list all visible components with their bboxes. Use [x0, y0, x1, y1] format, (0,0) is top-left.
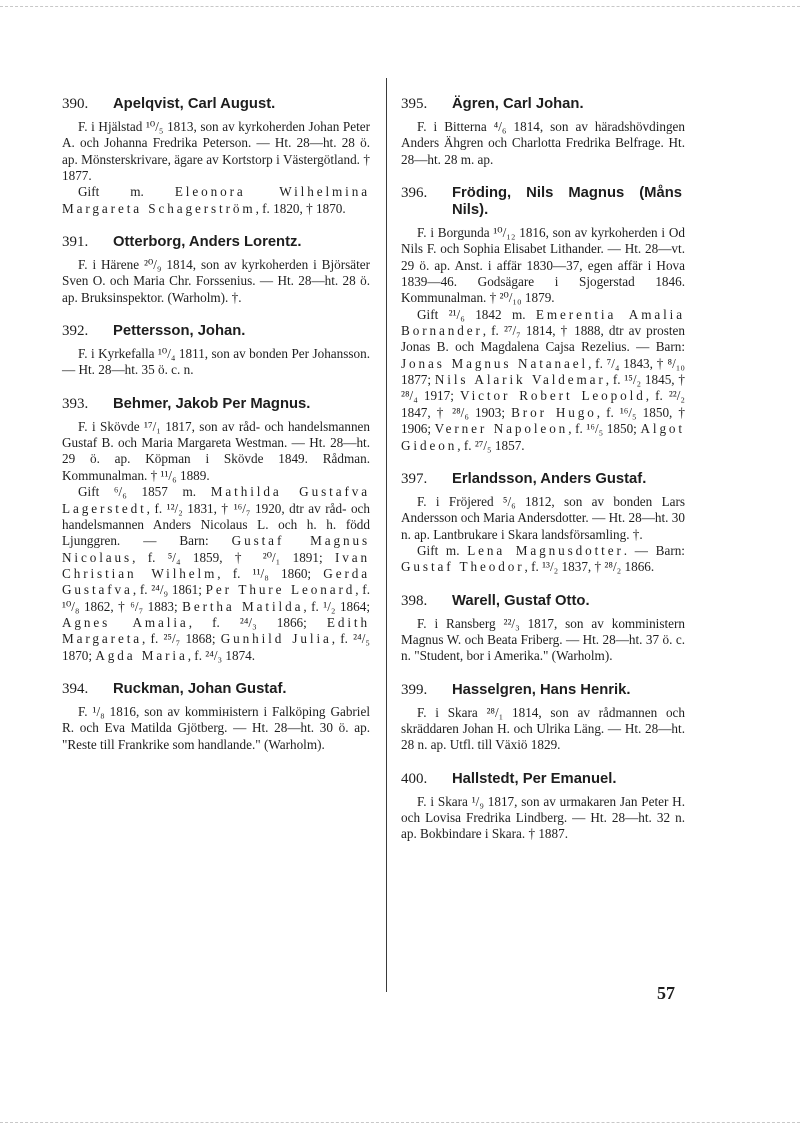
entry-text: F. i Borgunda ¹⁰/₁₂ 1816, son av kyrkoherden i Od Nils F. och Sophia Elisabet Lithander. — Ht. 28—vt. 29 ö. ap. Anst. i affär 1830—37, egen affär i Hova 1839—46. Godsägare i Sjogerstad 1846. Kommunalman. † ²⁰/₁₀ 1879.: [401, 225, 685, 306]
entry-number: 395.: [401, 96, 428, 112]
entry-text: , f. ²²/₂ 1847, † ²⁸/₆ 1903;: [401, 388, 686, 420]
entry-text: Gift m.: [78, 184, 175, 200]
person-name: Nils Alarik Valdemar: [434, 372, 606, 388]
entry-number: 398.: [401, 592, 428, 609]
person-name: Gustaf Theodor: [401, 559, 525, 575]
entry-paragraph: [62, 119, 370, 184]
entry-heading: [401, 471, 685, 488]
person-name: Ivan Christian Wilhelm: [62, 549, 370, 581]
page-number: 57: [657, 983, 675, 1003]
entry-paragraph: [62, 484, 370, 664]
entry-text: , f. ¹³/₂ 1837, † ²⁸/₂ 1866.: [524, 559, 655, 575]
entry-text: F. i Skara ²⁸/₁ 1814, son av rådmannen och skräddaren Johan H. och Ulrika Läng. — Ht. 28—ht. 28 n. ap. Utfl. till Växiö 1829.: [401, 704, 685, 753]
entry-text: Gift m.: [417, 542, 468, 558]
register-entry: [62, 396, 370, 664]
person-name: Algot Gideon: [401, 421, 685, 453]
entry-text: F. i Kyrkefalla ¹⁰/₄ 1811, son av bonden Per Johansson. — Ht. 28—ht. 35 ö. c. n.: [62, 346, 370, 378]
entry-text: , f. ⁵/₄ 1859, † ²⁰/₁ 1891;: [132, 549, 335, 565]
entry-number: 399.: [401, 681, 428, 698]
entry-text: , f. ¹⁰/₈ 1862, † ⁶/₇ 1883;: [62, 582, 370, 614]
entry-text: , f. ²⁷/₅ 1857.: [457, 437, 525, 453]
person-name: Agda Maria: [95, 647, 188, 663]
entry-name: Pettersson, Johan.: [113, 323, 246, 340]
entry-paragraph: [401, 119, 685, 168]
entry-name: Ägren, Carl Johan.: [452, 96, 584, 112]
person-name: Gustaf Magnus Nicolaus: [62, 533, 371, 565]
entry-paragraph: [62, 704, 370, 753]
entry-text: F. i Skövde ¹⁷/₁ 1817, son av råd- och handelsmannen Gustaf B. och Maria Margareta Westman. — Ht. 28—ht. 29 ö. ap. Köpman i Skövde 1849. Rådman. Kommunalman. † ¹¹/₆ 1889.: [62, 418, 370, 483]
entry-paragraph: [401, 794, 685, 843]
person-name: Per Thure Leonard: [205, 582, 356, 598]
entry-text: , f. ¹⁶/₅ 1850;: [568, 421, 641, 437]
entry-paragraph: [62, 346, 370, 379]
person-name: Bror Hugo: [511, 404, 597, 420]
entry-heading: [401, 682, 685, 699]
entry-number: 393.: [62, 395, 89, 412]
register-entry: [401, 771, 685, 843]
entry-paragraph: [62, 419, 370, 484]
entry-text: , f. ⁷/₄ 1843, † ⁸/₁₀ 1877;: [401, 355, 685, 388]
entry-heading: [62, 96, 370, 113]
entry-heading: [62, 396, 370, 413]
entry-text: , f. ²⁴/₃ 1874.: [187, 647, 256, 663]
register-entry: [401, 96, 685, 168]
entry-text: , f. ¹⁶/₅ 1850, † 1906;: [401, 404, 686, 437]
entry-text: , f. ¹²/₂ 1831, † ¹⁶/₇ 1920, dtr av råd- och handelsmannen Anders Nicolaus L. och h. h. född Ljunggren. — Barn:: [62, 500, 370, 549]
register-entry: [62, 681, 370, 753]
entry-number: 391.: [62, 234, 89, 251]
register-entry: [62, 234, 370, 306]
entry-text: , f. ²⁷/₇ 1814, † 1888, dtr av prosten Jonas B. och Magdalena Cajsa Rezelius. — Barn:: [401, 323, 685, 355]
left-column: [62, 96, 370, 770]
entry-text: F. i Hjälstad ¹⁰/₅ 1813, son av kyrkoherden Johan Peter A. och Johanna Fredrika Peterson. — Ht. 28—ht. 28 ö. ap. Mönsterskrivare, ägare av Kortstorp i Västergötland. † 1877.: [62, 119, 370, 184]
entry-number: 397.: [401, 470, 428, 487]
register-entry: [62, 323, 370, 379]
person-name: Lena Magnusdotter: [467, 542, 624, 558]
person-name: Verner Napoleon: [434, 421, 569, 437]
person-name: Eleonora Wilhelmina Margareta Schagerström: [62, 184, 370, 216]
person-name: Emerentia Amalia Bornander: [401, 306, 685, 339]
entry-paragraph: [401, 543, 685, 576]
entry-text: , f. ¹/₂ 1864;: [303, 598, 370, 614]
person-name: Gunhild Julia: [220, 631, 332, 647]
register-entry: [62, 96, 370, 217]
entry-name: Fröding, Nils Magnus (Måns Nils).: [452, 185, 682, 219]
scan-bottom-edge: [0, 1122, 800, 1123]
entry-paragraph: [401, 307, 685, 454]
register-entry: [401, 185, 685, 454]
entry-paragraph: [62, 184, 370, 217]
entry-text: . — Barn:: [623, 542, 685, 558]
entry-number: 394.: [62, 680, 89, 697]
entry-heading: [401, 96, 685, 113]
entry-name: Ruckman, Johan Gustaf.: [113, 680, 287, 697]
person-name: Mathilda Gustafva Lagerstedt: [62, 484, 370, 516]
scan-top-edge: [0, 6, 800, 7]
person-name: Gerda Gustafva: [62, 565, 370, 598]
entry-paragraph: [401, 616, 685, 665]
entry-name: Erlandsson, Anders Gustaf.: [452, 470, 647, 487]
entry-paragraph: [401, 705, 685, 754]
register-entry: [401, 682, 685, 754]
person-name: Agnes Amalia: [62, 614, 189, 630]
entry-heading: [401, 185, 685, 219]
entry-text: F. ¹/₈ 1816, son av kommінistern i Falköping Gabriel R. och Eva Matilda Gjötberg. — Ht. 28—ht. 30 ö. ap. "Reste till Frankrike som handlande." (Warholm).: [62, 703, 370, 752]
entry-text: F. i Bitterna ⁴/₆ 1814, son av häradshövdingen Anders Ähgren och Charlotta Fredrika Belfrage. Ht. 28—ht. 28 m. ap.: [401, 119, 685, 167]
entry-name: Behmer, Jakob Per Magnus.: [113, 395, 311, 412]
entry-text: , f. ¹⁵/₂ 1845, † ²⁸/₄ 1917;: [401, 372, 686, 404]
entry-name: Apelqvist, Carl August.: [113, 96, 276, 112]
entry-heading: [401, 593, 685, 610]
person-name: Edith Margareta: [62, 614, 370, 647]
person-name: Jonas Magnus Natanael: [401, 355, 589, 371]
entry-name: Otterborg, Anders Lorentz.: [113, 234, 302, 251]
entry-text: , f. ²⁴/₃ 1866;: [188, 614, 327, 630]
entry-paragraph: [401, 225, 685, 307]
column-divider: [386, 78, 387, 992]
entry-heading: [62, 681, 370, 698]
entry-text: , f. ¹¹/₈ 1860;: [217, 565, 324, 581]
entry-text: , f. ²⁵/₇ 1868;: [142, 631, 221, 647]
entry-text: F. i Ransberg ²²/₃ 1817, son av komministern Magnus W. och Beata Friberg. — Ht. 28—ht. 37 ö. c. n. "Student, bor i Amerika." (Warholm).: [401, 615, 685, 664]
entry-heading: [62, 234, 370, 251]
entry-heading: [62, 323, 370, 340]
entry-number: 396.: [401, 185, 428, 202]
entry-text: , f. ²⁴/₉ 1861;: [132, 582, 206, 598]
entry-name: Hasselgren, Hans Henrik.: [452, 681, 631, 698]
entry-text: Gift ⁶/₆ 1857 m.: [78, 484, 211, 500]
person-name: Victor Robert Leopold: [459, 388, 646, 404]
register-entry: [401, 593, 685, 665]
entry-name: Hallstedt, Per Emanuel.: [452, 770, 617, 787]
entry-number: 390.: [62, 96, 89, 112]
entry-number: 400.: [401, 770, 428, 787]
entry-paragraph: [62, 257, 370, 306]
entry-number: 392.: [62, 323, 89, 340]
entry-text: F. i Skara ¹/₉ 1817, son av urmakaren Jan Peter H. och Lovisa Fredrika Lindberg. — Ht. 28—ht. 32 n. ap. Bokbindare i Skara. † 1887.: [401, 793, 685, 842]
register-entry: [401, 471, 685, 576]
right-column: [401, 96, 685, 860]
entry-name: Warell, Gustaf Otto.: [452, 592, 590, 609]
entry-text: F. i Fröjered ⁵/₆ 1812, son av bonden Lars Andersson och Maria Andersdotter. — Ht. 28—ht. 30 n. ap. Lantbrukare i Skara landsförsamling. †.: [401, 493, 685, 542]
entry-text: , f. 1820, † 1870.: [255, 200, 346, 216]
entry-heading: [401, 771, 685, 788]
entry-paragraph: [401, 494, 685, 543]
person-name: Bertha Matilda: [182, 598, 304, 614]
entry-text: F. i Härene ²⁰/₉ 1814, son av kyrkoherden i Björsäter Sven O. och Maria Chr. Forssenius. — Ht. 28—ht. 28 ö. ap. Bruksinspektor. (Warholm). †.: [62, 257, 370, 305]
entry-text: , f. ²⁴/₅ 1870;: [62, 631, 370, 663]
entry-text: Gift ²¹/₆ 1842 m.: [417, 306, 536, 322]
